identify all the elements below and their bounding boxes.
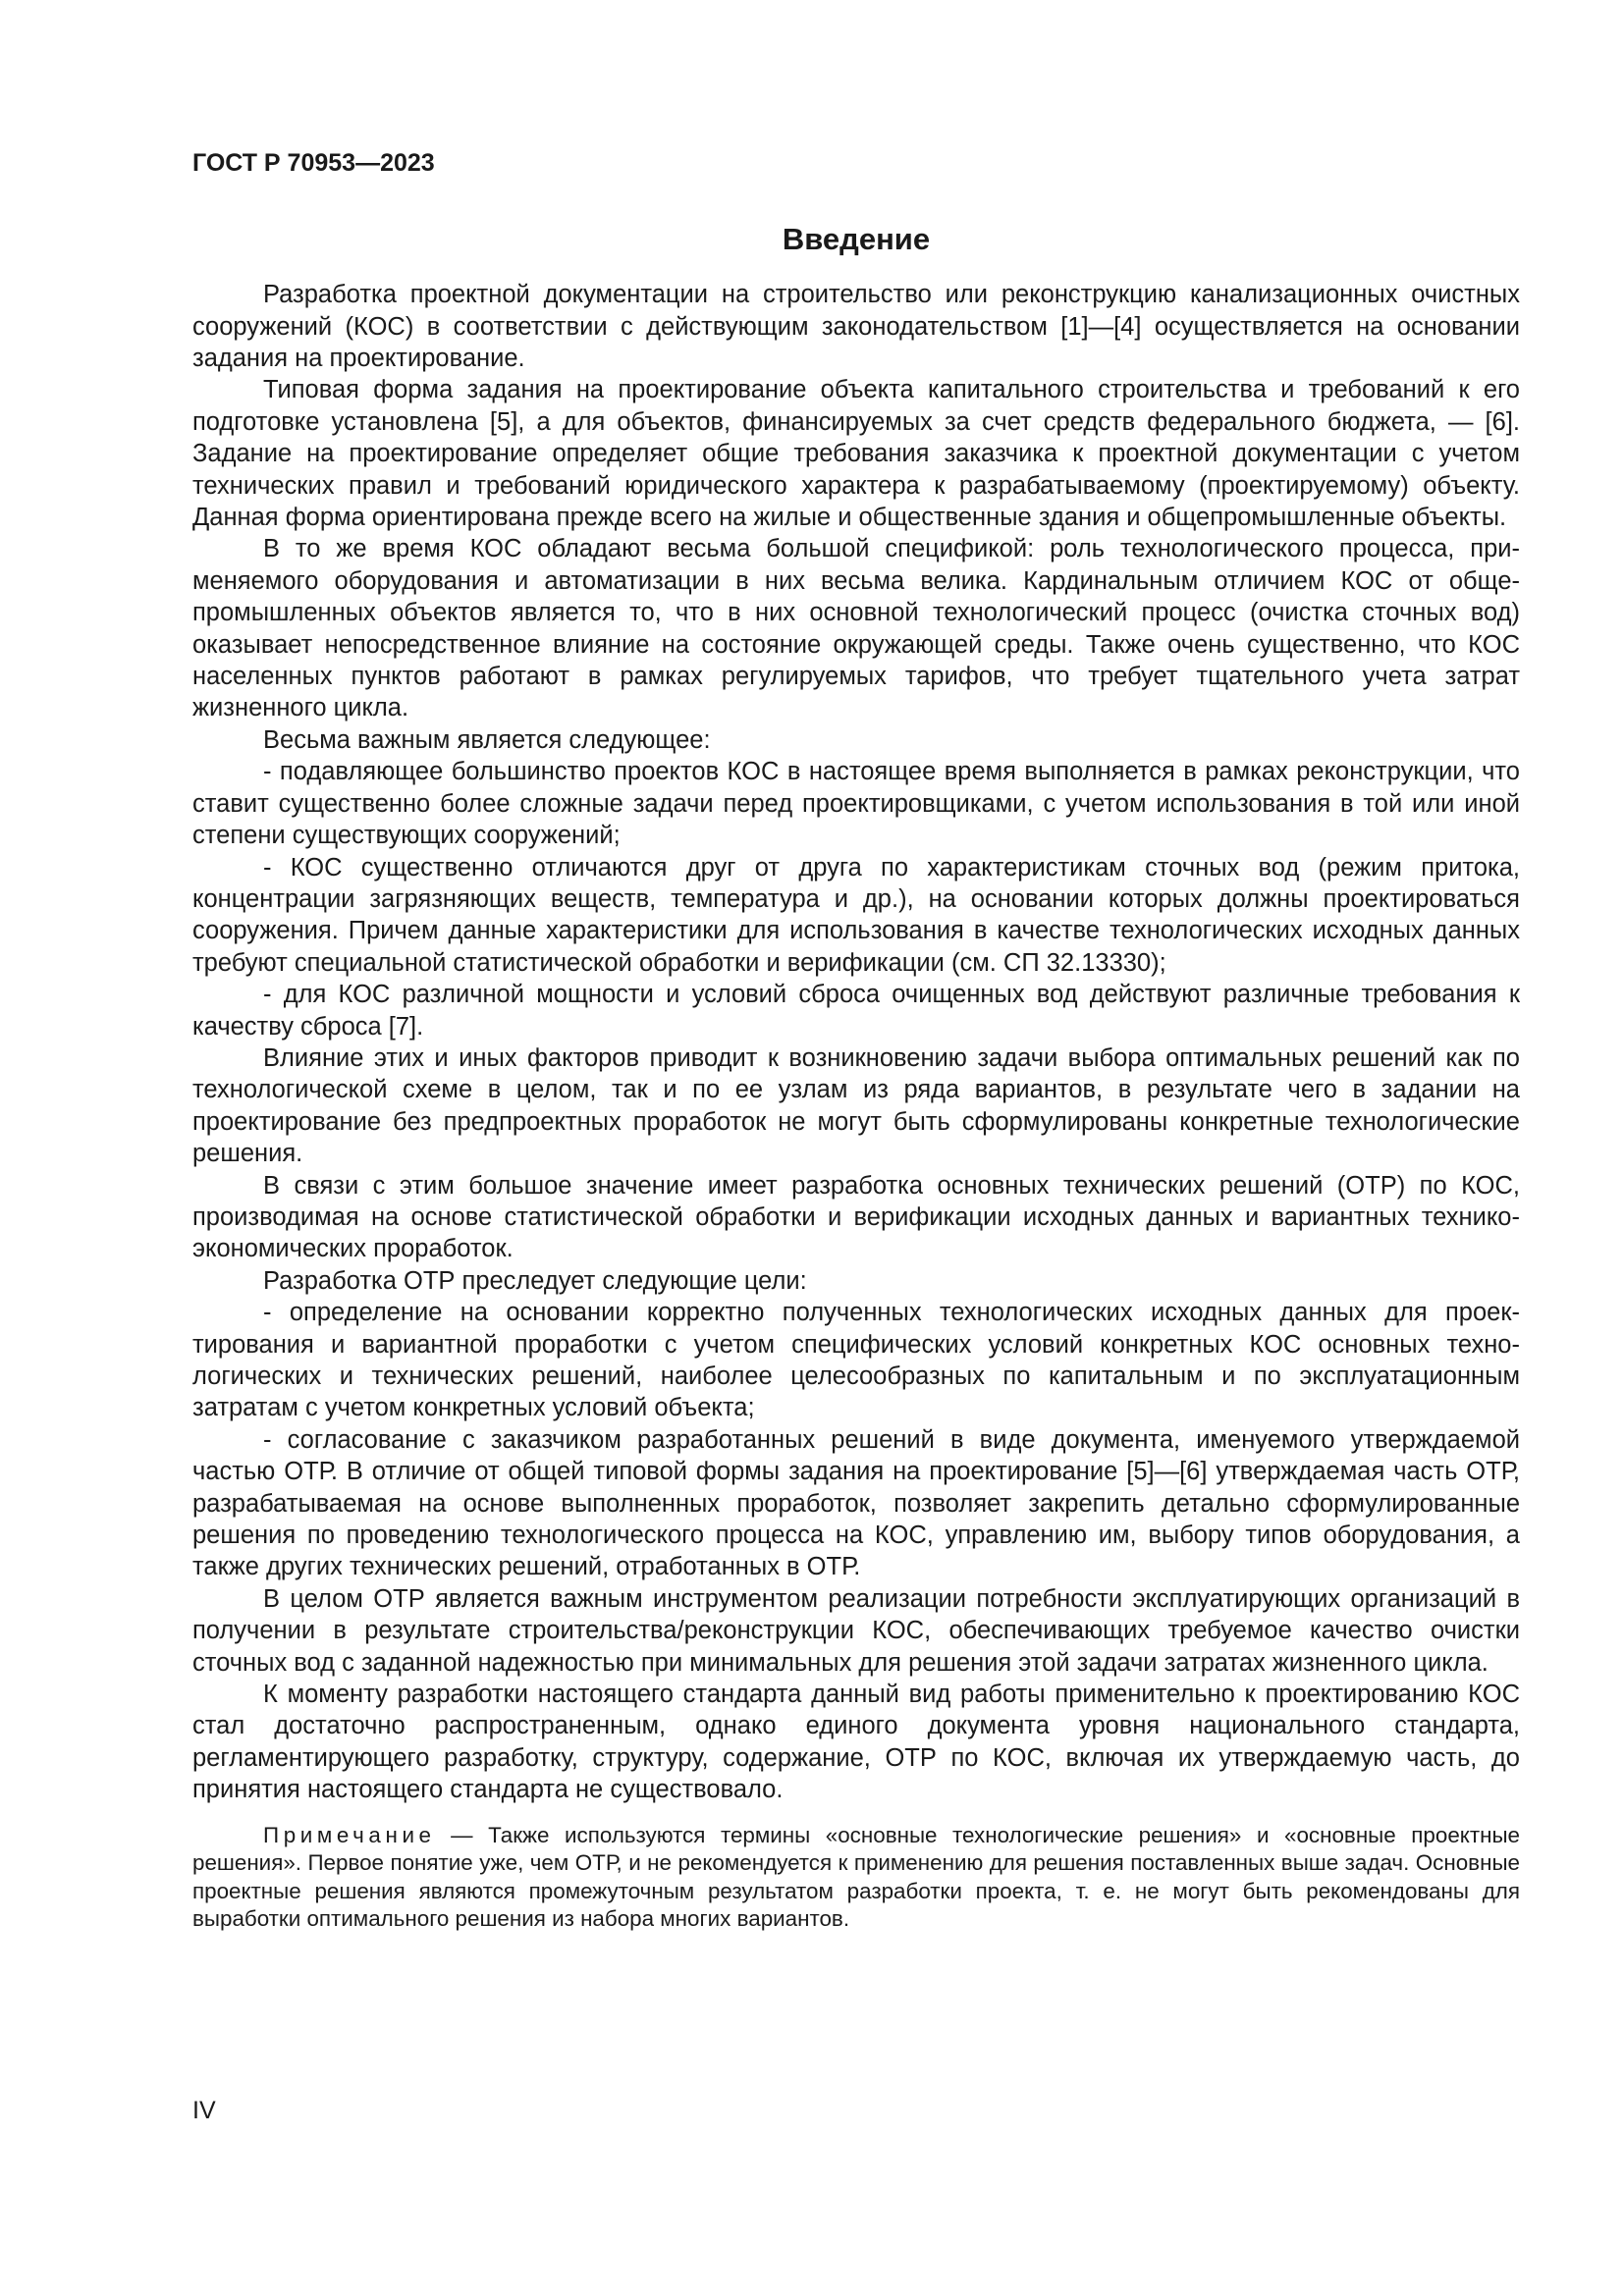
note-text: — Также используются термины «основные технологические решения» и «основные проектные решения». Первое понятие уже, чем ОТР, и не рекомендуется к применению для решения поставленных выше задач. Основные проектные решения являются промежуточным результатом разработки проекта, т. е. не могут быть рекомендованы для выработки оптимального решения из набора многих вариантов. xyxy=(192,1822,1520,1932)
paragraph: В то же время КОС обладают весьма большой спецификой: роль технологического процесса, применяемого оборудования и автоматизации в них весьма велика. Кардинальным отличием КОС от общепромышленных объектов является то, что в них основной технологический процесс (очистка сточных вод) оказывает непосредственное влияние на состояние окружающей среды. Также очень существенно, что КОС населенных пунктов работают в рамках регулируемых тарифов, что требует тщательного учета затрат жизненного цикла. xyxy=(192,535,1520,722)
note xyxy=(192,1822,1520,1934)
paragraph: Разработка проектной документации на строительство или реконструкцию канализационных очистных сооружений (КОС) в соответствии с действующим законодательством [1]—[4] осуществляется на основании задания на проектирование. xyxy=(192,281,1520,372)
paragraph: Типовая форма задания на проектирование объекта капитального строительства и требований к его подготовке установлена [5], а для объектов, финансируемых за счет средств федерального бюджета, — [6]. Задание на проектирование определяет общие требования заказчика к проектной документации с учетом технических правил и требований юридического характера к разрабатываемому (проектируемому) объекту. Данная форма ориентирована прежде всего на жилые и общественные здания и общепромышленные объекты. xyxy=(192,376,1520,532)
paragraph: Разработка ОТР преследует следующие цели: xyxy=(263,1266,807,1295)
list-item: - определение на основании корректно полученных технологических исходных данных для проектирования и вариантной проработки с учетом специфических условий конкретных КОС основных технологических и технических решений, наиболее целесообразных по капитальным и по эксплуатационным затратам с учетом конкретных условий объекта; xyxy=(192,1299,1520,1422)
main-content xyxy=(192,221,1520,1955)
paragraph: Весьма важным является следующее: xyxy=(263,725,711,754)
document-code: ГОСТ Р 70953—2023 xyxy=(192,149,435,177)
paragraph: Влияние этих и иных факторов приводит к возникновению задачи выбора оптимальных решений как по технологической схеме в целом, так и по ее узлам из ряда вариантов, в результате чего в задании на проектирование без предпроектных проработок не могут быть сформулированы конкретные технологические решения. xyxy=(192,1043,1520,1168)
list-item: - согласование с заказчиком разработанных решений в виде документа, именуемого утверждаемой частью ОТР. В отличие от общей типовой формы задания на проектирование [5]—[6] утверждаемая часть ОТР, разрабатываемая на основе выполненных проработок, позволяет закрепить детально сформулированные решения по проведению технологического процесса на КОС, управлению им, выбору типов оборудования, а также других технических решений, отработанных в ОТР. xyxy=(192,1425,1520,1581)
section-title: Введение xyxy=(782,222,931,256)
list-item: - для КОС различной мощности и условий сброса очищенных вод действуют различные требования к качеству сброса [7]. xyxy=(192,981,1520,1041)
page-number: IV xyxy=(192,2097,216,2124)
list-item: - подавляющее большинство проектов КОС в настоящее время выполняется в рамках реконструкции, что ставит существенно более сложные задачи перед проектировщиками, с учетом использования в той или иной степени существующих сооружений; xyxy=(192,758,1520,850)
paragraph: В целом ОТР является важным инструментом реализации потребности эксплуатирующих организаций в получении в результате строительства/реконструкции КОС, обеспечивающих требуемое качество очистки сточных вод с заданной надежностью при минимальных для решения этой задачи затратах жизненного цикла. xyxy=(192,1584,1520,1677)
paragraph: В связи с этим большое значение имеет разработка основных технических решений (ОТР) по КОС, производимая на основе статистической обработки и верификации исходных данных и вариантных технико-экономических проработок. xyxy=(192,1171,1520,1263)
list-item: - КОС существенно отличаются друг от друга по характеристикам сточных вод (режим притока, концентрации загрязняющих веществ, температура и др.), на основании которых должны проектироваться сооружения. Причем данные характеристики для использования в качестве технологических исходных данных требуют специальной статистической обработки и верификации (см. СП 32.13330); xyxy=(192,853,1520,977)
paragraph: К моменту разработки настоящего стандарта данный вид работы применительно к проектированию КОС стал достаточно распространенным, однако единого документа уровня национального стандарта, регламентирующего разработку, структуру, содержание, ОТР по КОС, включая их утверждаемую часть, до принятия настоящего стандарта не существовало. xyxy=(192,1681,1520,1804)
note-label: Примечание xyxy=(263,1822,436,1847)
